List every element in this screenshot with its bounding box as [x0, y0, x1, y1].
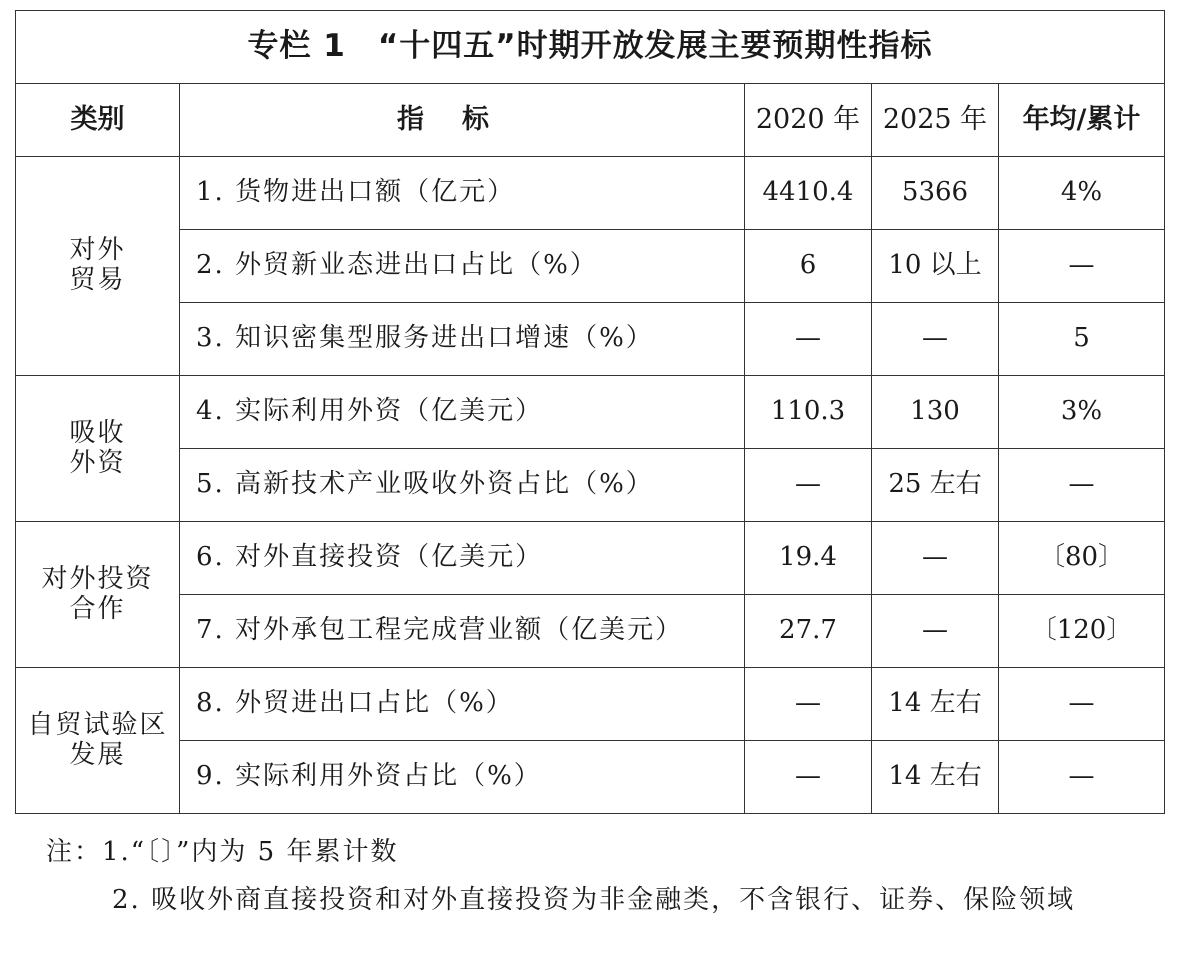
category-cell-outbound-investment: [16, 522, 180, 668]
notes: [46, 828, 1075, 924]
header-indicator: 指标: [180, 84, 745, 157]
category-label: 自贸试验区: [27, 709, 168, 740]
value-annual: —: [999, 741, 1165, 814]
header-2025: 2025 年: [872, 84, 999, 157]
category-cell-foreign-investment: [16, 376, 180, 522]
value-annual: —: [999, 449, 1165, 522]
note-2: 2. 吸收外商直接投资和对外直接投资为非金融类，不含银行、证券、保险领域: [112, 885, 1076, 915]
table-row: [16, 449, 1165, 522]
title-row: [16, 11, 1165, 84]
value-2025: 25 左右: [872, 449, 999, 522]
category-label: 合作: [69, 593, 126, 624]
value-2020: 19.4: [745, 522, 872, 595]
table-row: [16, 668, 1165, 741]
category-cell-free-trade-zone: [16, 668, 180, 814]
table-row: [16, 303, 1165, 376]
table-title: 专栏 1 “十四五”时期开放发展主要预期性指标: [16, 11, 1165, 84]
value-annual: —: [999, 230, 1165, 303]
table-row: [16, 595, 1165, 668]
value-2025: 10 以上: [872, 230, 999, 303]
header-annual-cumulative: 年均/累计: [999, 84, 1165, 157]
table-row: [16, 522, 1165, 595]
category-label: 发展: [69, 739, 126, 770]
value-2020: —: [745, 303, 872, 376]
header-category: 类别: [16, 84, 180, 157]
value-2020: 27.7: [745, 595, 872, 668]
indicator-name: 4. 实际利用外资（亿美元）: [180, 376, 745, 449]
category-label: 贸易: [69, 265, 126, 295]
table-row: [16, 157, 1165, 230]
note-1: 注：1.“〔〕”内为 5 年累计数: [46, 837, 399, 867]
category-cell-trade: [16, 157, 180, 376]
value-2020: 110.3: [745, 376, 872, 449]
indicator-name: 6. 对外直接投资（亿美元）: [180, 522, 745, 595]
value-annual: —: [999, 668, 1165, 741]
indicator-name: 7. 对外承包工程完成营业额（亿美元）: [180, 595, 745, 668]
value-annual: 〔80〕: [999, 522, 1165, 595]
table-row: [16, 230, 1165, 303]
value-2025: —: [872, 303, 999, 376]
header-2020: 2020 年: [745, 84, 872, 157]
indicator-name: 5. 高新技术产业吸收外资占比（%）: [180, 449, 745, 522]
header-row: [16, 84, 1165, 157]
value-annual: 〔120〕: [999, 595, 1165, 668]
value-2025: 130: [872, 376, 999, 449]
category-label: 外资: [69, 447, 126, 478]
value-annual: 4%: [999, 157, 1165, 230]
value-2020: —: [745, 741, 872, 814]
value-annual: 5: [999, 303, 1165, 376]
table-row: [16, 741, 1165, 814]
category-label: 对外: [69, 235, 126, 266]
value-2020: —: [745, 668, 872, 741]
indicators-table: [15, 10, 1165, 814]
indicator-name: 1. 货物进出口额（亿元）: [180, 157, 745, 230]
value-2025: —: [872, 522, 999, 595]
indicator-name: 3. 知识密集型服务进出口增速（%）: [180, 303, 745, 376]
value-2020: 6: [745, 230, 872, 303]
value-2025: 14 左右: [872, 741, 999, 814]
value-2025: —: [872, 595, 999, 668]
value-2025: 5366: [872, 157, 999, 230]
indicator-name: 8. 外贸进出口占比（%）: [180, 668, 745, 741]
value-2020: —: [745, 449, 872, 522]
indicator-name: 2. 外贸新业态进出口占比（%）: [180, 230, 745, 303]
indicator-name: 9. 实际利用外资占比（%）: [180, 741, 745, 814]
value-2025: 14 左右: [872, 668, 999, 741]
value-annual: 3%: [999, 376, 1165, 449]
table-row: [16, 376, 1165, 449]
value-2020: 4410.4: [745, 157, 872, 230]
category-label: 吸收: [69, 417, 126, 448]
category-label: 对外投资: [41, 563, 154, 594]
